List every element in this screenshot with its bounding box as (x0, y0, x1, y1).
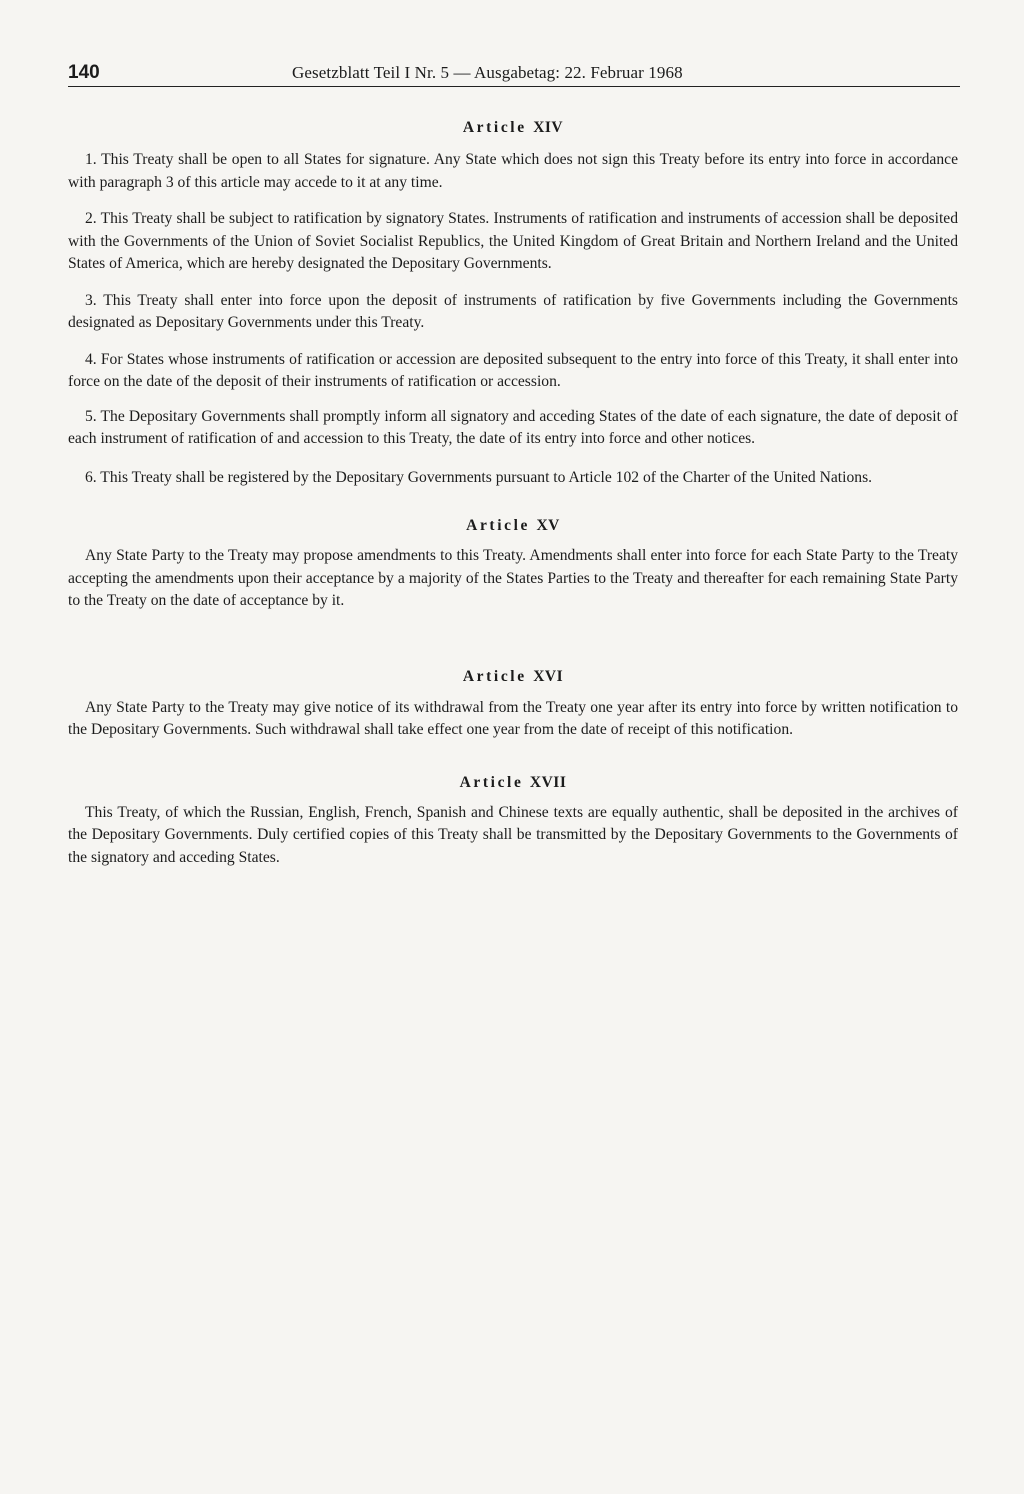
article-word: Article (462, 119, 527, 136)
article-heading (68, 514, 958, 538)
article-xiv (68, 116, 958, 489)
article-heading (68, 771, 958, 795)
page-number: 140 (68, 62, 100, 83)
article-xvii (68, 771, 958, 870)
article-numeral: XIV (533, 119, 564, 136)
paragraph: 2. This Treaty shall be subject to ratification by signatory States. Instruments of ratification and instruments of accession shall be deposited with the Governments of the Union of Soviet Socialist Republics, the United Kingdom of Great Britain and Northern Ireland and the United States of America, which are hereby designated the Depositary Governments. (68, 210, 958, 272)
running-title: Gesetzblatt Teil I Nr. 5 — Ausgabetag: 22. Februar 1968 (292, 63, 683, 82)
article-word: Article (466, 517, 530, 534)
article-word: Article (462, 667, 527, 685)
paragraph: Any State Party to the Treaty may propose amendments to this Treaty. Amendments shall enter into force for each State Party to the Treaty accepting the amendments upon their acceptance by a majority of the States Parties to the Treaty and thereafter for each remaining State Party to the Treaty on the date of acceptance by it. (68, 547, 958, 609)
paragraph: 6. This Treaty shall be registered by the Depositary Governments pursuant to Article 102 of the Charter of the United Nations. (85, 468, 873, 486)
paragraph: Any State Party to the Treaty may give notice of its withdrawal from the Treaty one year after its entry into force by written notification to the Depositary Governments. Such withdrawal shall take effect one year from the date of receipt of this notification. (68, 698, 958, 738)
article-word: Article (459, 773, 524, 791)
article-numeral: XVII (529, 773, 567, 791)
article-numeral: XV (536, 517, 560, 534)
article-heading (68, 665, 958, 689)
article-numeral: XVI (533, 667, 564, 685)
paragraph: 3. This Treaty shall enter into force upon the deposit of instruments of ratification by five Governments including the Governments designated as Depositary Governments under this Treaty. (68, 291, 958, 331)
article-xv (68, 514, 958, 613)
paragraph: 5. The Depositary Governments shall promptly inform all signatory and acceding States of the date of each signature, the date of deposit of each instrument of ratification of and accession to this Treaty, the date of its entry into force and other notices. (68, 407, 958, 447)
article-xvi (68, 665, 958, 742)
paragraph: This Treaty, of which the Russian, English, French, Spanish and Chinese texts are equally authentic, shall be deposited in the archives of the Depositary Governments. Duly certified copies of this Treaty shall be transmitted by the Depositary Governments to the Governments of the signatory and acceding States. (68, 803, 958, 866)
paragraph: 1. This Treaty shall be open to all States for signature. Any State which does not sign this Treaty before its entry into force in accordance with paragraph 3 of this article may accede to it at any time. (68, 151, 958, 191)
paragraph: 4. For States whose instruments of ratification or accession are deposited subsequent to the entry into force of this Treaty, it shall enter into force on the date of the deposit of their instruments of ratification or accession. (68, 350, 958, 390)
document-body (68, 116, 958, 869)
article-heading (68, 116, 958, 140)
page-header (68, 60, 960, 87)
